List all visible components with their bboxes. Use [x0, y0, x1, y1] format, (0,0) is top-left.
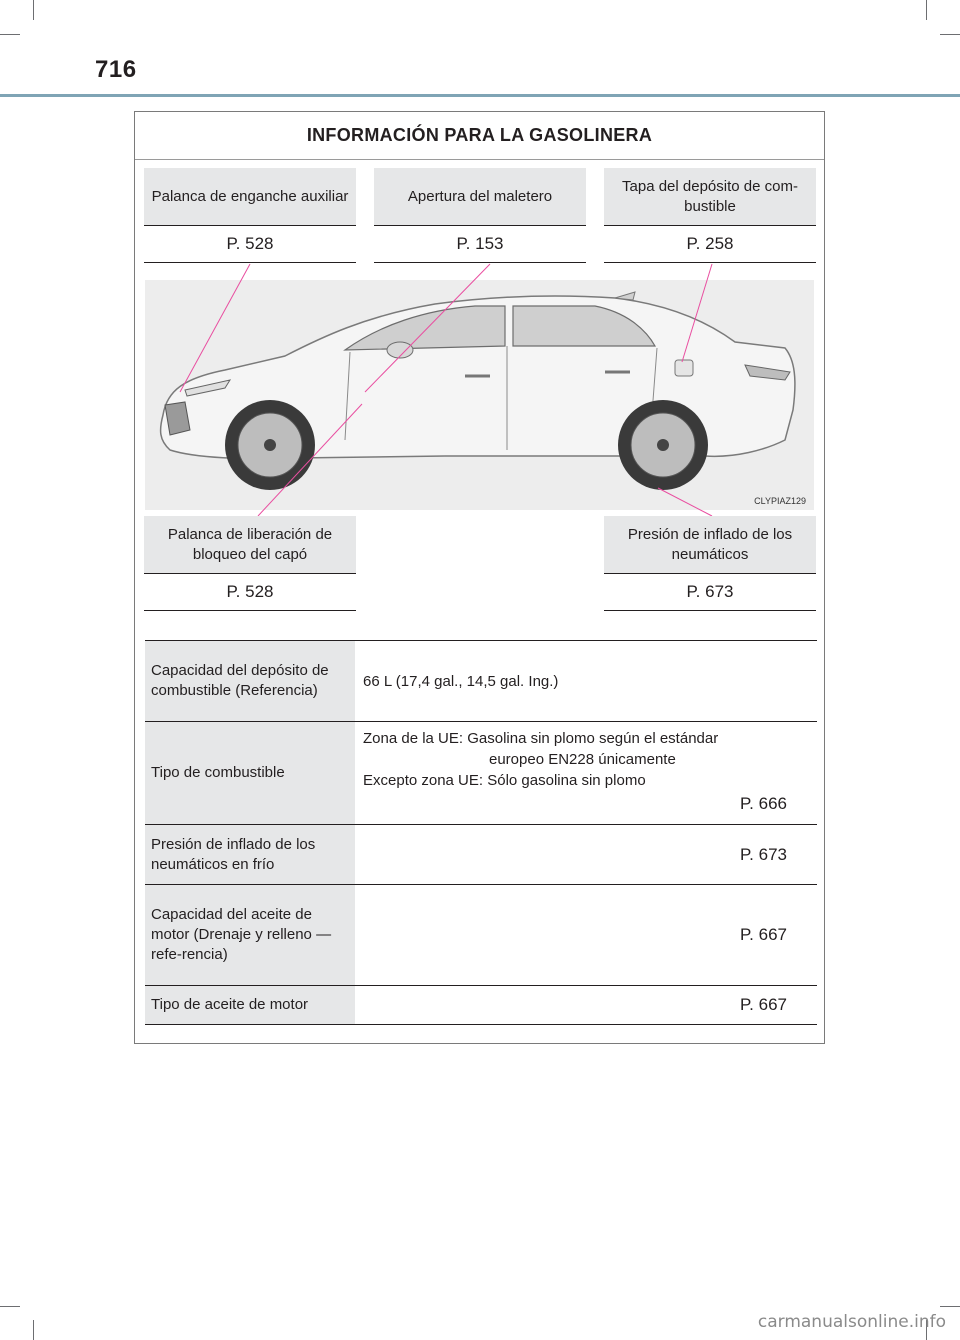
row-value — [355, 722, 817, 824]
row-label: Capacidad del depósito de combustible (Referencia) — [145, 641, 355, 721]
car-illustration — [145, 280, 814, 510]
fuel-line-1: Zona de la UE: Gasolina sin plomo según el estándar — [363, 730, 719, 747]
callout-trunk-opener — [374, 168, 586, 263]
crop-mark — [940, 1306, 960, 1307]
crop-mark — [0, 34, 20, 35]
callout-label: Presión de inflado de los neumáticos — [604, 516, 816, 574]
crop-mark — [33, 1320, 34, 1340]
callout-label: Palanca de liberación de bloqueo del capó — [144, 516, 356, 574]
crop-mark — [0, 1306, 20, 1307]
crop-mark — [940, 34, 960, 35]
header-rule — [0, 94, 960, 97]
fuel-line-3: Excepto zona UE: Sólo gasolina sin plomo — [363, 772, 646, 789]
spec-table — [145, 640, 817, 1025]
table-row — [145, 825, 817, 885]
page-reference[interactable]: P. 153 — [374, 226, 586, 263]
row-label: Tipo de combustible — [145, 722, 355, 824]
page-reference[interactable]: P. 666 — [740, 794, 787, 813]
illustration-code: CLYPIAZ129 — [754, 496, 806, 506]
row-label: Capacidad del aceite de motor (Drenaje y relleno — refe-rencia) — [145, 885, 355, 985]
page-number: 716 — [95, 56, 137, 83]
row-label: Presión de inflado de los neumáticos en frío — [145, 825, 355, 884]
crop-mark — [33, 0, 34, 20]
callout-fuel-door — [604, 168, 816, 263]
callout-label: Palanca de enganche auxiliar — [144, 168, 356, 226]
callout-tire-pressure — [604, 516, 816, 611]
fuel-door-shape — [675, 360, 693, 376]
row-label: Tipo de aceite de motor — [145, 986, 355, 1024]
page-reference[interactable]: P. 667 — [740, 995, 787, 1014]
callout-hood-release — [144, 516, 356, 611]
crop-mark — [926, 0, 927, 20]
page-reference[interactable]: P. 528 — [144, 226, 356, 263]
page-reference[interactable]: P. 258 — [604, 226, 816, 263]
table-row — [145, 722, 817, 825]
table-row — [145, 885, 817, 986]
callout-aux-hook — [144, 168, 356, 263]
page-reference[interactable]: P. 673 — [604, 574, 816, 611]
callout-label: Apertura del maletero — [374, 168, 586, 226]
watermark: carmanualsonline.info — [757, 1312, 946, 1332]
page-reference[interactable]: P. 667 — [740, 925, 787, 944]
table-row — [145, 986, 817, 1025]
section-title: INFORMACIÓN PARA LA GASOLINERA — [135, 112, 824, 160]
page-reference[interactable]: P. 673 — [740, 844, 787, 864]
page-reference[interactable]: P. 528 — [144, 574, 356, 611]
row-value: 66 L (17,4 gal., 14,5 gal. Ing.) — [363, 672, 559, 690]
callout-label: Tapa del depósito de com-bustible — [604, 168, 816, 226]
fuel-line-2: europeo EN228 únicamente — [489, 751, 676, 768]
table-row — [145, 641, 817, 722]
car-drawing — [145, 280, 814, 510]
